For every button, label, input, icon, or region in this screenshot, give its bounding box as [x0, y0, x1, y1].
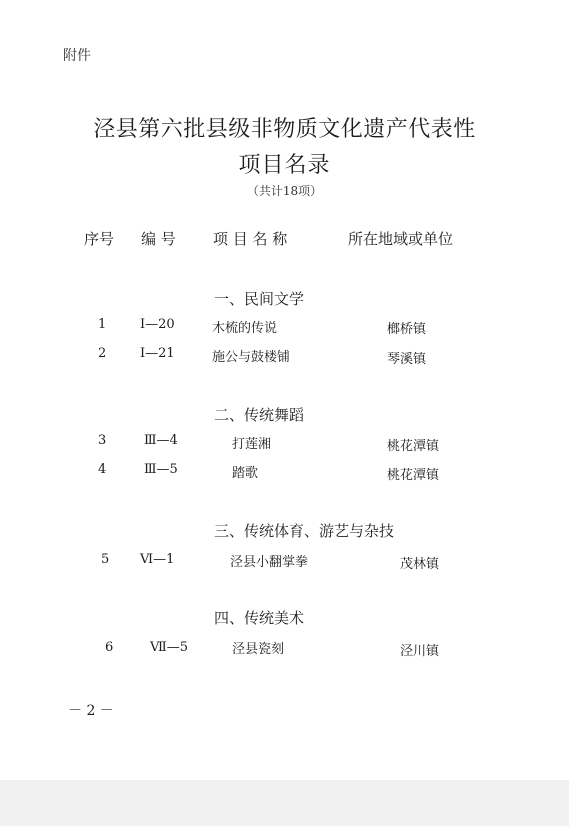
row-code: Ⅲ—5 — [144, 462, 178, 477]
row-location: 榔桥镇 — [387, 322, 427, 337]
document-title-line2: 项目名录 — [238, 153, 331, 178]
header-seq: 序号 — [84, 230, 115, 248]
row-location: 桃花潭镇 — [387, 468, 440, 483]
row-name: 踏歌 — [232, 466, 259, 481]
item-count-note: （共计18项） — [246, 184, 323, 198]
row-location: 桃花潭镇 — [387, 439, 440, 454]
row-code: Ⅰ—21 — [140, 346, 175, 361]
header-code: 编 号 — [141, 230, 176, 248]
row-location: 泾川镇 — [400, 644, 440, 659]
row-name: 泾县小翻掌拳 — [230, 555, 309, 570]
row-code: Ⅵ—1 — [140, 552, 175, 567]
category-title: 二、传统舞蹈 — [214, 406, 305, 424]
row-code: Ⅲ—4 — [144, 433, 178, 448]
row-seq: 6 — [105, 640, 114, 655]
row-name: 施公与鼓楼铺 — [212, 350, 291, 365]
row-seq: 1 — [98, 317, 107, 332]
category-title: 三、传统体育、游艺与杂技 — [214, 522, 395, 540]
row-name: 木梳的传说 — [212, 321, 278, 336]
page-edge-strip — [0, 780, 569, 826]
header-name: 项 目 名 称 — [213, 230, 288, 248]
page-number: － 2 － — [68, 703, 114, 719]
row-name: 泾县瓷刻 — [232, 642, 285, 657]
document-title-line1: 泾县第六批县级非物质文化遗产代表性 — [93, 117, 476, 142]
row-code: Ⅰ—20 — [140, 317, 175, 332]
category-title: 一、民间文学 — [214, 290, 305, 308]
row-code: Ⅶ—5 — [150, 640, 189, 655]
row-seq: 2 — [98, 346, 107, 361]
header-location: 所在地域或单位 — [348, 230, 454, 248]
row-seq: 3 — [98, 433, 107, 448]
row-seq: 5 — [101, 552, 110, 567]
row-seq: 4 — [98, 462, 107, 477]
row-location: 琴溪镇 — [387, 352, 427, 367]
row-name: 打莲湘 — [232, 437, 272, 452]
category-title: 四、传统美术 — [214, 609, 305, 627]
attachment-label: 附件 — [63, 48, 91, 64]
row-location: 茂林镇 — [400, 557, 440, 572]
